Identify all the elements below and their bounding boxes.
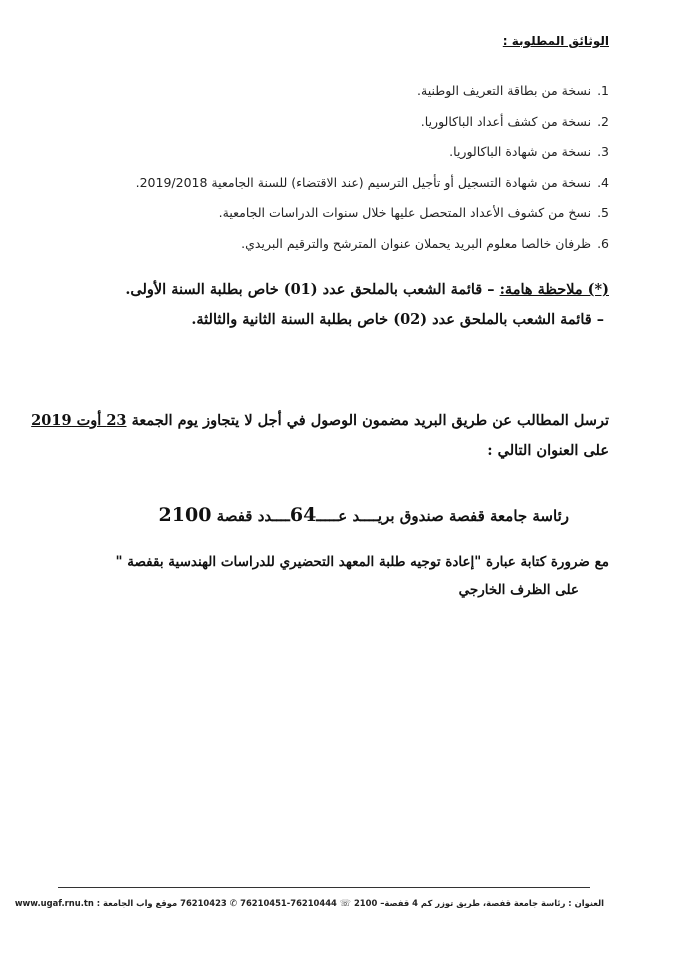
list-item: 3.نسخة من شهادة الباكالوريا. [449, 144, 609, 159]
footer [14, 898, 604, 909]
list-item: 2.نسخة من كشف أعداد الباكالوريا. [420, 113, 609, 129]
list-item: 1.نسخة من بطاقة التعريف الوطنية. [417, 83, 609, 98]
address-text: رئاسة جامعة قفصة صندوق بريــــد عـــــ [316, 507, 569, 525]
address-intro: على العنوان التالي : [487, 442, 609, 459]
required-documents-list [69, 76, 609, 259]
important-note-label: (*) ملاحظة هامة: [499, 281, 609, 298]
important-note-line-2: – قائمة الشعب بالملحق عدد (02) خاص بطلبة السنة الثانية والثالثة. [191, 311, 604, 328]
postal-code: 2100 [158, 504, 212, 526]
list-item: 4.نسخة من شهادة التسجيل أو تأجيل الترسيم (عند الاقتضاء) للسنة الجامعية 2019/2018. [135, 174, 609, 190]
list-item: 5.نسخ من كشوف الأعداد المتحصل عليها خلال سنوات الدراسات الجامعية. [218, 205, 609, 220]
footer-address: العنوان : رئاسة جامعة قفصة، طريق توزر كم 4 قفصة– 2100 [353, 898, 604, 908]
footer-phones: 76210444-76210451 [240, 898, 337, 908]
footer-website-label: موقع واب الجامعة : [96, 898, 178, 908]
submission-text: ترسل المطالب عن طريق البريد مضمون الوصول في أجل لا يتجاوز يوم الجمعة [131, 412, 609, 429]
postal-address [159, 504, 569, 526]
footer-divider [58, 887, 590, 888]
list-item: 6.ظرفان خالصا معلوم البريد يحملان عنوان المترشح والترقيم البريدي. [241, 235, 609, 251]
envelope-mention: مع ضرورة كتابة عبارة "إعادة توجيه طلبة المعهد التحضيري للدراسات الهندسية بقفصة " [115, 554, 609, 570]
fax-icon: ✆ [229, 899, 238, 909]
footer-website-link[interactable]: www.ugaf.rnu.tn [14, 898, 94, 908]
submission-instructions [31, 412, 609, 429]
po-box-number: 64 [289, 504, 317, 526]
note-first-year-text: – قائمة الشعب بالملحق عدد (01) خاص بطلبة السنة الأولى. [125, 281, 495, 298]
address-text-2: ــــدد قفصة [216, 507, 290, 525]
deadline-date: 23 أوت 2019 [31, 412, 127, 429]
footer-fax: 76210423 [180, 898, 227, 908]
important-note-line-1 [49, 281, 609, 298]
required-documents-heading: الوثائق المطلوبة : [502, 34, 609, 48]
envelope-mention-2: على الظرف الخارجي [458, 582, 579, 598]
phone-icon: ☏ [339, 899, 352, 909]
